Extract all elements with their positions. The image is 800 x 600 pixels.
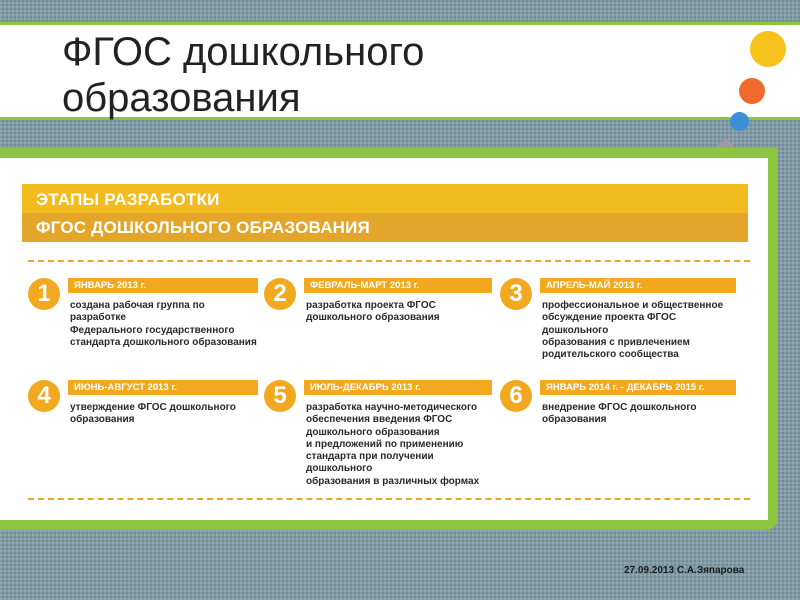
- stage-description: внедрение ФГОС дошкольного образования: [542, 402, 697, 426]
- stage-number: 5: [264, 380, 296, 412]
- stage-date: ФЕВРАЛЬ-МАРТ 2013 г.: [304, 278, 492, 293]
- stage-number: 3: [500, 278, 532, 310]
- decor-dot-orange: [739, 78, 765, 104]
- stage-description: разработка проекта ФГОС дошкольного образования: [306, 300, 440, 324]
- title-bar: [0, 22, 800, 120]
- stage-description: утверждение ФГОС дошкольного образования: [70, 402, 236, 426]
- banner: [22, 184, 748, 242]
- stage-number: 6: [500, 380, 532, 412]
- stage-date: ИЮНЬ-АВГУСТ 2013 г.: [68, 380, 258, 395]
- stage-date: ЯНВАРЬ 2014 г. - ДЕКАБРЬ 2015 г.: [540, 380, 736, 395]
- stage-date: ИЮЛЬ-ДЕКАБРЬ 2013 г.: [304, 380, 492, 395]
- divider-dashed-top: [28, 260, 750, 262]
- decor-dot-yellow: [750, 31, 786, 67]
- banner-line1: ЭТАПЫ РАЗРАБОТКИ: [36, 190, 220, 209]
- stage-number: 4: [28, 380, 60, 412]
- stage-number: 2: [264, 278, 296, 310]
- stage-date: ЯНВАРЬ 2013 г.: [68, 278, 258, 293]
- slide-title-line1: ФГОС дошкольного: [62, 30, 425, 74]
- stage-date: АПРЕЛЬ-МАЙ 2013 г.: [540, 278, 736, 293]
- footer-date-author: 27.09.2013 С.А.Зяпарова: [624, 565, 745, 576]
- content-panel: [0, 158, 768, 520]
- stage-number: 1: [28, 278, 60, 310]
- stage-description: разработка научно-методического обеспечения введения ФГОС дошкольного образования и предложений по применению стандарта при получении дошкольного образования в различных формах: [306, 402, 480, 487]
- slide-title: [62, 29, 424, 121]
- banner-line2: ФГОС ДОШКОЛЬНОГО ОБРАЗОВАНИЯ: [36, 218, 370, 237]
- decor-dot-blue: [730, 112, 749, 131]
- divider-dashed-bottom: [28, 498, 750, 500]
- stage-description: создана рабочая группа по разработке Федерального государственного стандарта дошкольного образования: [70, 300, 257, 348]
- stage-description: профессиональное и общественное обсуждение проекта ФГОС дошкольного образования с привлечением родительского сообщества: [542, 300, 724, 361]
- slide-title-line2: образования: [62, 76, 301, 120]
